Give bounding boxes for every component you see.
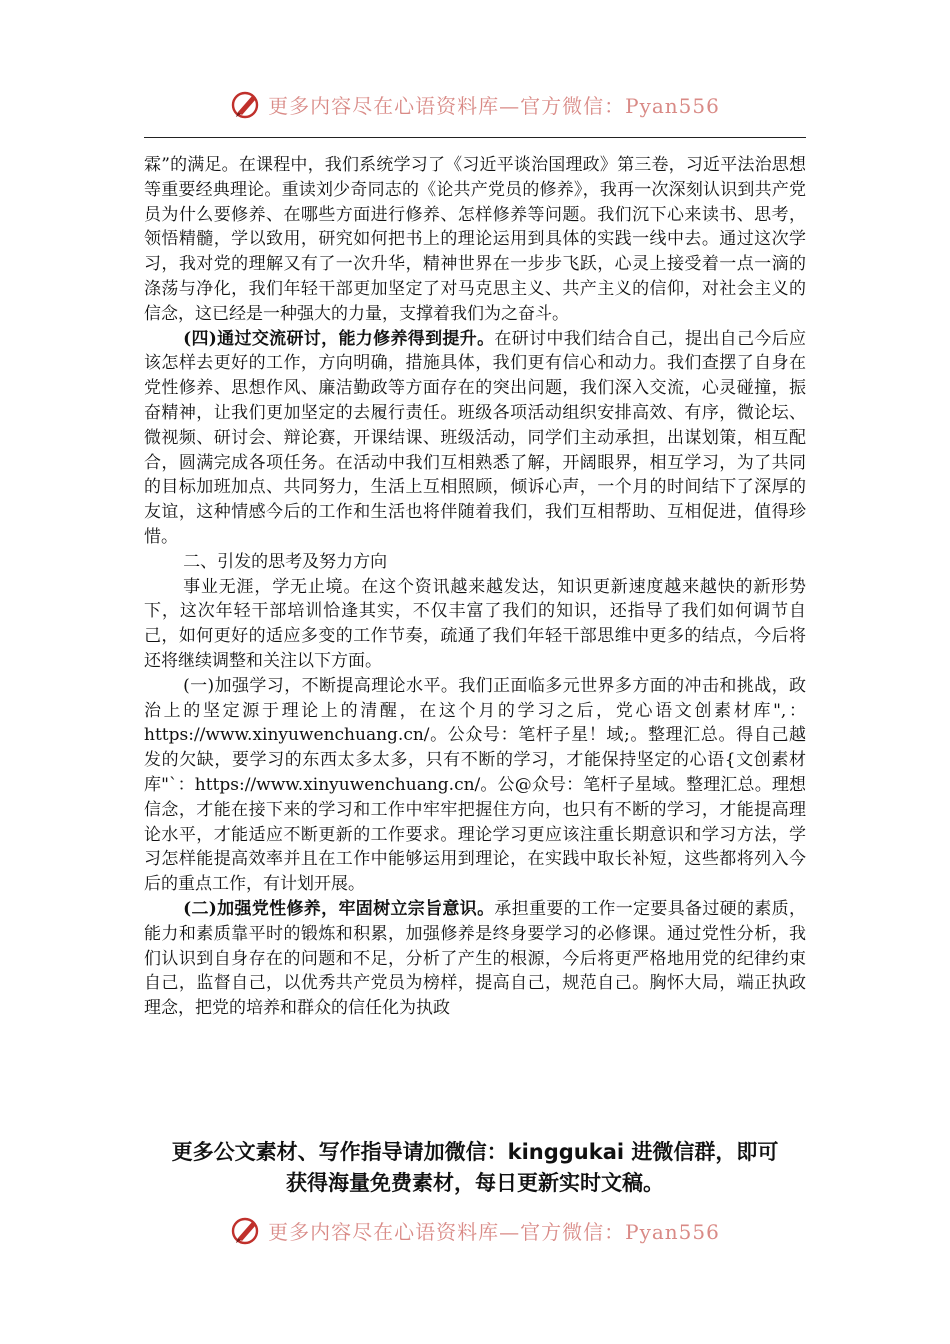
pen-logo-icon xyxy=(230,1214,262,1246)
document-body xyxy=(144,153,806,1021)
paragraph: (二)加强党性修养，牢固树立宗旨意识。承担重要的工作一定要具备过硬的素质，能力和素质靠平时的锻炼和积累，加强修养是终身要学习的必修课。通过党性分析，我们认识到自身存在的问题和不足，分析了产生的根源，今后将更严格地用党的纪律约束自己，监督自己，以优秀共产党员为榜样，提高自己，规范自己。胸怀大局，端正执政理念，把党的培养和群众的信任化为执政 xyxy=(144,898,806,1019)
footer-logo-text: 更多内容尽在心语资料库—官方微信：Pyan556 xyxy=(268,1219,720,1244)
paragraph: (四)通过交流研讨，能力修养得到提升。在研讨中我们结合自己，提出自己今后应该怎样去更好的工作，方向明确，措施具体，我们更有信心和动力。我们查摆了自身在党性修养、思想作风、廉洁勤政等方面存在的突出问题，我们深入交流，心灵碰撞，振奋精神，让我们更加坚定的去履行责任。班级各项活动组织安排高效、有序，微论坛、微视频、研讨会、辩论赛，开课结课、班级活动，同学们主动承担，出谋划策，相互配合，圆满完成各项任务。在活动中我们互相熟悉了解，开阔眼界，相互学习，为了共同的目标加班加点、共同努力，生活上互相照顾，倾诉心声，一个月的时间结下了深厚的友谊，这种情感今后的工作和生活也将伴随着我们，我们互相帮助、互相促进，值得珍惜。 xyxy=(144,328,806,547)
pen-logo-icon xyxy=(230,88,262,120)
header-divider xyxy=(144,137,806,138)
section-heading: 二、引发的思考及努力方向 xyxy=(183,551,388,572)
paragraph: 霖”的满足。在课程中，我们系统学习了《习近平谈治国理政》第三卷，习近平法治思想等重要经典理论。重读刘少奇同志的《论共产党员的修养》，我再一次深刻认识到共产党员为什么要修养、在哪些方面进行修养、怎样修养等问题。我们沉下心来读书、思考，领悟精髓，学以致用，研究如何把书上的理论运用到具体的实践一线中去。通过这次学习，我对党的理解又有了一次升华，精神世界在一步步飞跃，心灵上接受着一点一滴的涤荡与净化，我们年轻干部更加坚定了对马克思主义、共产主义的信仰，对社会主义的信念，这已经是一种强大的力量，支撑着我们为之奋斗。 xyxy=(144,155,806,324)
footer-logo xyxy=(0,1210,950,1250)
header-logo xyxy=(0,84,950,124)
paragraph-heading: (四)通过交流研讨，能力修养得到提升。 xyxy=(183,328,495,349)
header-logo-text: 更多内容尽在心语资料库—官方微信：Pyan556 xyxy=(268,93,720,118)
promo-notice xyxy=(120,1137,830,1199)
promo-line: 获得海量免费素材，每日更新实时文稿。 xyxy=(286,1171,664,1195)
promo-line: 更多公文素材、写作指导请加微信：kinggukai 进微信群，即可 xyxy=(171,1140,779,1164)
paragraph-heading: (二)加强党性修养，牢固树立宗旨意识。 xyxy=(183,898,495,919)
paragraph: 事业无涯，学无止境。在这个资讯越来越发达，知识更新速度越来越快的新形势下，这次年轻干部培训恰逢其实，不仅丰富了我们的知识，还指导了我们如何调节自己，如何更好的适应多变的工作节奏，疏通了我们年轻干部思维中更多的结点，今后将还将继续调整和关注以下方面。 xyxy=(144,576,806,671)
paragraph: (一)加强学习，不断提高理论水平。我们正面临多元世界多方面的冲击和挑战，政治上的坚定源于理论上的清醒，在这个月的学习之后，党心语文创素材库",：https://www.xinyuwenchuang.cn/。公众号：笔杆子星！域;。整理汇总。得自己越发的欠缺，要学习的东西太多太多，只有不断的学习，才能保持坚定的心语{文创素材库"`：https://www.xinyuwenchuang.cn/。公@众号：笔杆子星域。整理汇总。理想信念，才能在接下来的学习和工作中牢牢把握住方向，也只有不断的学习，才能提高理论水平，才能适应不断更新的工作要求。理论学习更应该注重长期意识和学习方法，学习怎样能提高效率并且在工作中能够运用到理论，在实践中取长补短，这些都将列入今后的重点工作，有计划开展。 xyxy=(144,675,806,895)
